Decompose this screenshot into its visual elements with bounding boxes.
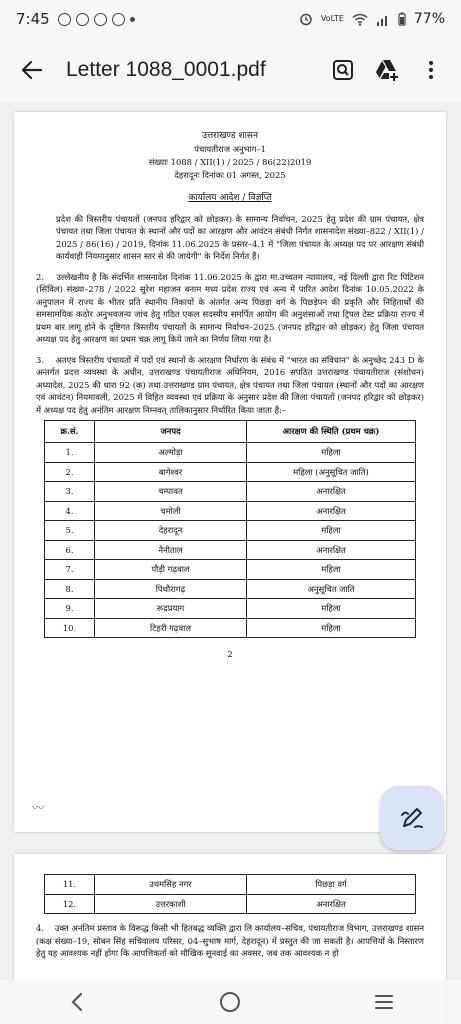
paragraph-3-number: 3. — [36, 354, 44, 365]
search-icon — [332, 59, 354, 81]
more-notifications-icon — [130, 17, 135, 22]
cell-reservation: महिला — [247, 521, 416, 541]
battery-percent: 77% — [413, 11, 445, 27]
paragraph-4-text: उक्त अनंतिम प्रस्ताव के विरूद्ध किसी भी हितबद्ध व्यक्ति द्वारा लि कार्यालय–सचिव, पंचायतीराज विभाग, उत्तराखण्ड शासन (कक्ष संख्या–19, सोबन सिंह सचिवालय परिसर, 04–सुभाष मार्ग, देहरादून) में प्रस्तुत की जा सकती है। आपत्तियों के निस्तारण हेतु यह आवश्यक नहीं होगा कि आपत्तिकर्ता को मौखिक सुनवाई का अवसर, जब तक आवश्यक न हो — [36, 923, 424, 958]
cell-district: टिहरी गढ़वाल — [95, 618, 247, 638]
header-government: उत्तराखण्ड शासन — [201, 131, 258, 141]
more-options-button[interactable] — [409, 48, 453, 92]
cell-district: चम्पावत — [95, 482, 247, 502]
app-toolbar — [0, 38, 461, 102]
header-section: पंचायतीराज अनुभाग–1 — [194, 144, 266, 154]
nav-home-button[interactable] — [210, 982, 250, 1022]
add-to-drive-icon — [375, 59, 399, 81]
cell-district: उधमसिंह नगर — [95, 875, 247, 895]
table-row — [45, 540, 416, 560]
header-date: देहरादूनः दिनांकः 01 अगस्त, 2025 — [174, 170, 286, 180]
cell-serial: 4. — [45, 501, 95, 521]
cell-district: उत्तरकाशी — [95, 894, 247, 914]
cell-district: बागेश्वर — [95, 462, 247, 482]
cell-reservation: पिछड़ा वर्ग — [247, 875, 416, 895]
edit-icon — [399, 805, 425, 831]
battery-icon — [398, 12, 406, 26]
cell-district: पिथौरागढ़ — [95, 579, 247, 599]
facebook-icon — [58, 13, 71, 26]
nav-back-button[interactable] — [57, 982, 97, 1022]
cell-reservation: अनारक्षित — [247, 540, 416, 560]
cell-serial: 10. — [45, 618, 95, 638]
nav-home-icon — [219, 991, 241, 1013]
search-button[interactable] — [321, 48, 365, 92]
table-row — [45, 618, 416, 638]
table-row — [45, 579, 416, 599]
cell-serial: 6. — [45, 540, 95, 560]
table-row — [45, 462, 416, 482]
cell-reservation: अनुसूचित जाति — [247, 579, 416, 599]
reservation-table-continued — [44, 874, 416, 914]
cell-district: अल्मोड़ा — [95, 443, 247, 463]
volte-icon: VoLTE — [320, 14, 344, 23]
column-header-district: जनपद — [95, 421, 247, 443]
cell-serial: 7. — [45, 560, 95, 580]
table-row — [45, 521, 416, 541]
pdf-page — [14, 112, 446, 832]
back-button[interactable] — [8, 46, 56, 94]
edit-button[interactable] — [380, 786, 444, 850]
page-number: 2 — [227, 649, 233, 659]
cell-serial: 3. — [45, 482, 95, 502]
cell-serial: 5. — [45, 521, 95, 541]
document-title: Letter 1088_0001.pdf — [66, 58, 266, 81]
system-nav-bar — [0, 980, 461, 1024]
cell-district: देहरादून — [95, 521, 247, 541]
facebook-icon — [94, 13, 107, 26]
pdf-viewer[interactable] — [0, 102, 461, 1024]
cell-serial: 1. — [45, 443, 95, 463]
table-row — [45, 894, 416, 914]
table-row — [45, 599, 416, 619]
cell-serial: 9. — [45, 599, 95, 619]
letter-header — [14, 130, 446, 182]
paragraph-2 — [36, 271, 424, 346]
cell-district: नैनीताल — [95, 540, 247, 560]
cell-reservation: महिला — [247, 560, 416, 580]
wifi-icon — [352, 13, 368, 26]
paragraph-2-text: उल्लेखनीय है कि संदर्भित शासनादेश दिनांक 11.06.2025 के द्वारा मा.उच्चतम न्यायालय, नई दिल्ली द्वारा रिट पिटिशन (सिविल) संख्या–278 / 2022 सुरेश महाजन बनाम मध्य प्रदेश राज्य एवं अन्य में पारित आदेश दिनांक 10.05.2022 के अनुपालन में राज्य के भीतर प्रति स्थानीय निकायों के अंतर्गत अन्य पिछड़ा वर्ग के पिछड़ेपन की प्रकृति और निहितार्थों की समसामयिक कठोर अनुभवजन्य जांच हेतु गठित एकल सदस्यीय समर्पित आयोग की अनुशंसाओं तथा ट्रिपल टेस्ट प्रक्रिया राज्य में प्रथम बार लागू होने के दृष्टिगत त्रिस्तरीय पंचायतों के सामान्य निर्वाचन–2025 (जनपद हरिद्वार को छोड़कर) हेतु जिला पंचायत अध्यक्ष पद हेतु आरक्षण का प्रथम चक्र लागू किये जाने का निर्णय लिया गया है। — [36, 271, 424, 344]
signal-icon — [376, 13, 390, 26]
table-row — [45, 443, 416, 463]
table-row — [45, 501, 416, 521]
order-title: कार्यालय आदेश / विज्ञप्ति — [188, 193, 272, 203]
status-right — [299, 11, 445, 27]
cell-serial: 11. — [45, 875, 95, 895]
nav-recents-button[interactable] — [364, 982, 404, 1022]
nav-back-icon — [70, 992, 84, 1012]
more-vert-icon — [428, 60, 434, 80]
pen-mark-icon: 〰 — [32, 800, 45, 815]
alarm-icon — [299, 12, 313, 26]
cell-district: चमोली — [95, 501, 247, 521]
table-row — [45, 560, 416, 580]
cell-reservation: महिला — [247, 618, 416, 638]
add-to-drive-button[interactable] — [365, 48, 409, 92]
cell-district: रूद्रप्रयाग — [95, 599, 247, 619]
cell-reservation: महिला — [247, 443, 416, 463]
cell-serial: 2. — [45, 462, 95, 482]
paragraph-3 — [36, 354, 424, 417]
paragraph-1: प्रदेश की त्रिस्तरीय पंचायतों (जनपद हरिद्वार को छोड़कर) के सामान्य निर्वाचन, 2025 हेतु प्रदेश की ग्राम पंचायत, क्षेत्र पंचायत तथा जिला पंचायत के स्थानों और पदों का आरक्षण और आवंटन संबंधी निर्गत शासनादेश संख्या–822 / XII(1) / 2025 / 86(16) / 2019, दिनांक 11.06.2025 के प्रस्तर–4.1 में "जिला पंचायत के अध्यक्ष पद पर आरक्षण संबंधी कार्यवाही नियमानुसार शासन स्तर से की जायेगी" के निर्देश निर्गत हैं। — [56, 213, 424, 261]
cell-reservation: अनारक्षित — [247, 482, 416, 502]
column-header-reservation: आरक्षण की स्थिति (प्रथम चक्र) — [247, 421, 416, 443]
cell-reservation: महिला — [247, 599, 416, 619]
cell-reservation: अनारक्षित — [247, 501, 416, 521]
cell-serial: 8. — [45, 579, 95, 599]
status-bar — [0, 0, 461, 38]
facebook-icon — [76, 13, 89, 26]
status-time: 7:45 — [16, 10, 50, 28]
notification-icons — [58, 13, 135, 26]
header-letter-number: संख्याः 1088 / XII(1) / 2025 / 86(22)2019 — [148, 157, 312, 167]
table-row — [45, 875, 416, 895]
nav-recents-icon — [374, 994, 394, 1010]
paragraph-2-number: 2. — [36, 271, 44, 282]
table-row — [45, 482, 416, 502]
paragraph-4-number: 4. — [36, 923, 44, 933]
cell-district: पौड़ी गढ़वाल — [95, 560, 247, 580]
paragraph-3-text: अतएव त्रिस्तरीय पंचायतों में पदों एवं स्थानों के आरक्षण निर्धारण के संबंध में "भारत का संविधान" के अनुच्छेद 243 D के अन्तर्गत प्रदत्त व्यवस्था के अधीन, उत्तराखण्ड पंचायतीराज अधिनियम, 2016 सपठित उत्तराखण्ड पंचायतीराज (संशोधन) अध्यादेश, 2025 की धारा 92 (क) तथा उत्तराखण्ड ग्राम पंचायत, क्षेत्र पंचायत तथा जिला पंचायत (स्थानों और पदों का आरक्षण एवं आवंटन) नियमावली, 2025 में विहित व्यवस्था एवं प्रक्रिया के अनुसार प्रदेश की जिला पंचायतों (जनपद हरिद्वार को छोड़कर) में अध्यक्ष पद हेतु अनंतिम आरक्षण निम्नवत् तालिकानुसार निर्धारित किया जाता है:– — [36, 354, 424, 415]
cell-serial: 12. — [45, 894, 95, 914]
cell-reservation: महिला (अनुसूचित जाति) — [247, 462, 416, 482]
table-header-row — [45, 421, 416, 443]
cell-reservation: अनारक्षित — [247, 894, 416, 914]
column-header-serial: क्र.सं. — [45, 421, 95, 443]
reservation-table — [44, 420, 416, 638]
paragraph-4 — [36, 922, 424, 960]
arrow-back-icon — [21, 59, 43, 81]
facebook-icon — [112, 13, 125, 26]
